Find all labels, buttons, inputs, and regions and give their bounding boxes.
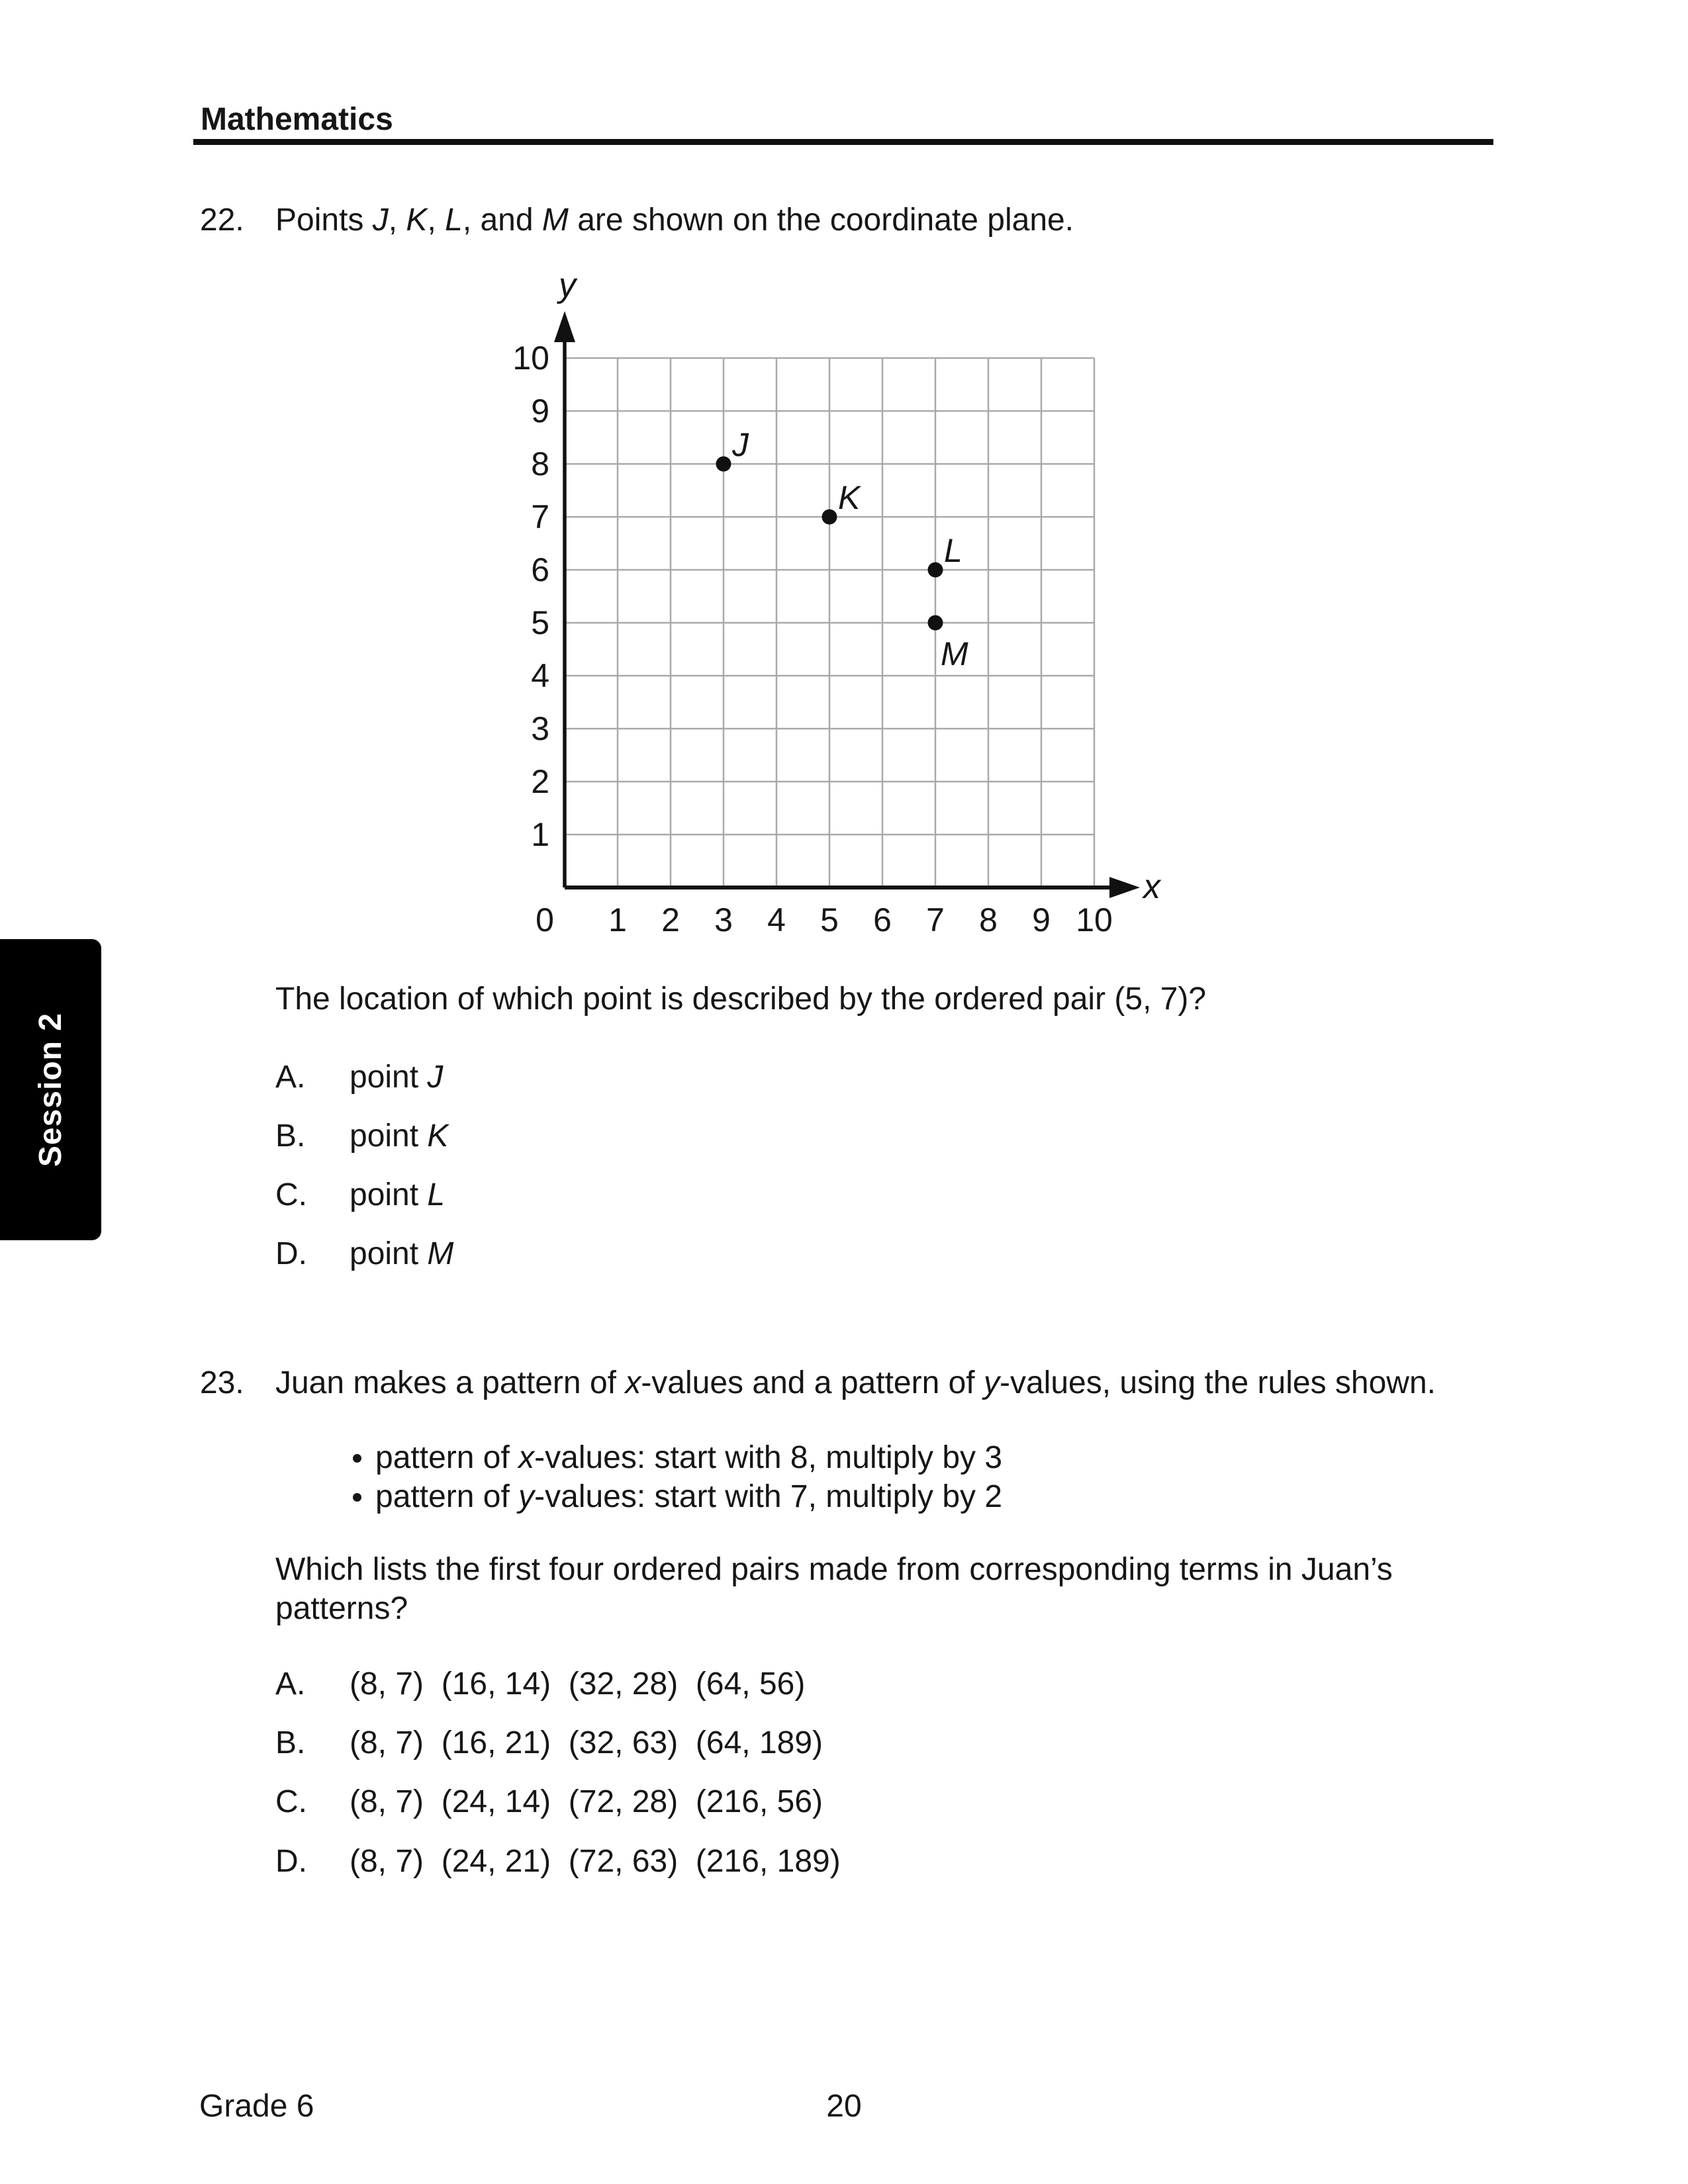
point-label-J: J — [732, 426, 749, 463]
option-text: (8, 7) (24, 14) (72, 28) (216, 56) — [350, 1784, 823, 1819]
x-axis-label: x — [1143, 868, 1160, 906]
point-dot-J — [716, 457, 731, 472]
y-tick-label: 5 — [531, 604, 549, 641]
point-label-L: L — [944, 532, 962, 569]
x-tick-label: 6 — [873, 901, 892, 938]
option-text: (8, 7) (24, 21) (72, 63) (216, 189) — [350, 1844, 841, 1879]
x-tick-label: 7 — [926, 901, 945, 938]
y-tick-label: 1 — [531, 816, 549, 853]
y-tick-label: 3 — [531, 710, 549, 747]
option-letter: A. — [275, 1666, 306, 1702]
coordinate-plane — [463, 251, 1225, 979]
x-tick-label: 4 — [767, 901, 786, 938]
x-tick-label: 1 — [608, 901, 627, 938]
y-axis-label: y — [559, 266, 576, 304]
question-23-row — [200, 1364, 1436, 1402]
y-tick-label: 6 — [531, 551, 549, 588]
point-label-M: M — [941, 635, 968, 672]
question-23-stem: Juan makes a pattern of x-values and a pattern of y-values, using the rules shown. — [275, 1365, 1436, 1400]
option-letter: B. — [275, 1725, 306, 1760]
bullet-item — [353, 1439, 1002, 1477]
option-text: point M — [350, 1236, 454, 1271]
point-dot-M — [928, 615, 943, 631]
option-text: (8, 7) (16, 21) (32, 63) (64, 189) — [350, 1725, 823, 1760]
x-axis-arrow-icon — [1109, 877, 1140, 898]
header-rule — [193, 139, 1493, 145]
y-tick-label: 4 — [531, 657, 549, 694]
option-letter: D. — [275, 1844, 307, 1879]
option-text: (8, 7) (16, 14) (32, 28) (64, 56) — [350, 1666, 806, 1702]
bullet-icon — [353, 1493, 361, 1502]
point-label-K: K — [838, 479, 861, 516]
bullet-icon — [353, 1454, 361, 1463]
answer-option-23d — [275, 1843, 841, 1881]
point-dot-L — [928, 563, 943, 578]
page-title: Mathematics — [201, 102, 393, 137]
option-text: point L — [350, 1177, 445, 1212]
x-tick-label: 2 — [661, 901, 680, 938]
bullet-text: pattern of x-values: start with 8, multiply by 3 — [375, 1440, 1003, 1475]
answer-option-22a — [275, 1058, 443, 1097]
session-tab — [0, 939, 101, 1240]
point-dot-K — [822, 510, 837, 525]
x-tick-label: 0 — [536, 901, 554, 938]
footer-page-number: 20 — [826, 2089, 862, 2124]
bullet-item — [353, 1478, 1002, 1516]
question-23-number: 23. — [200, 1365, 244, 1400]
x-tick-label: 8 — [979, 901, 998, 938]
answer-option-22c — [275, 1176, 445, 1214]
session-tab-label: Session 2 — [33, 1012, 68, 1167]
y-tick-label: 7 — [531, 498, 549, 535]
option-text: point J — [350, 1060, 444, 1095]
x-tick-label: 3 — [714, 901, 733, 938]
question-22-row — [200, 201, 1074, 240]
answer-option-23a — [275, 1665, 805, 1704]
question-22-number: 22. — [200, 203, 244, 238]
question-23-prompt: Which lists the first four ordered pairs made from corresponding terms in Juan’s patterns? — [275, 1552, 1393, 1626]
x-tick-label: 9 — [1032, 901, 1051, 938]
x-tick-label: 10 — [1076, 901, 1113, 938]
option-letter: C. — [275, 1177, 307, 1212]
option-letter: B. — [275, 1118, 306, 1154]
y-axis-arrow-icon — [554, 311, 575, 342]
y-tick-label: 2 — [531, 763, 549, 800]
y-tick-label: 8 — [531, 445, 549, 482]
option-letter: D. — [275, 1236, 307, 1271]
answer-option-23b — [275, 1724, 823, 1762]
y-tick-label: 9 — [531, 392, 549, 430]
question-22-stem: Points J, K, L, and M are shown on the coordinate plane. — [275, 203, 1074, 238]
bullet-text: pattern of y-values: start with 7, multiply by 2 — [375, 1479, 1003, 1514]
footer-grade: Grade 6 — [199, 2089, 314, 2124]
answer-option-23c — [275, 1783, 823, 1821]
option-letter: C. — [275, 1784, 307, 1819]
answer-option-22b — [275, 1117, 448, 1156]
option-text: point K — [350, 1118, 449, 1154]
option-letter: A. — [275, 1060, 306, 1095]
question-22-prompt: The location of which point is described by the ordered pair (5, 7)? — [275, 981, 1207, 1017]
y-tick-label: 10 — [512, 340, 549, 377]
x-tick-label: 5 — [820, 901, 839, 938]
answer-option-22d — [275, 1235, 453, 1273]
